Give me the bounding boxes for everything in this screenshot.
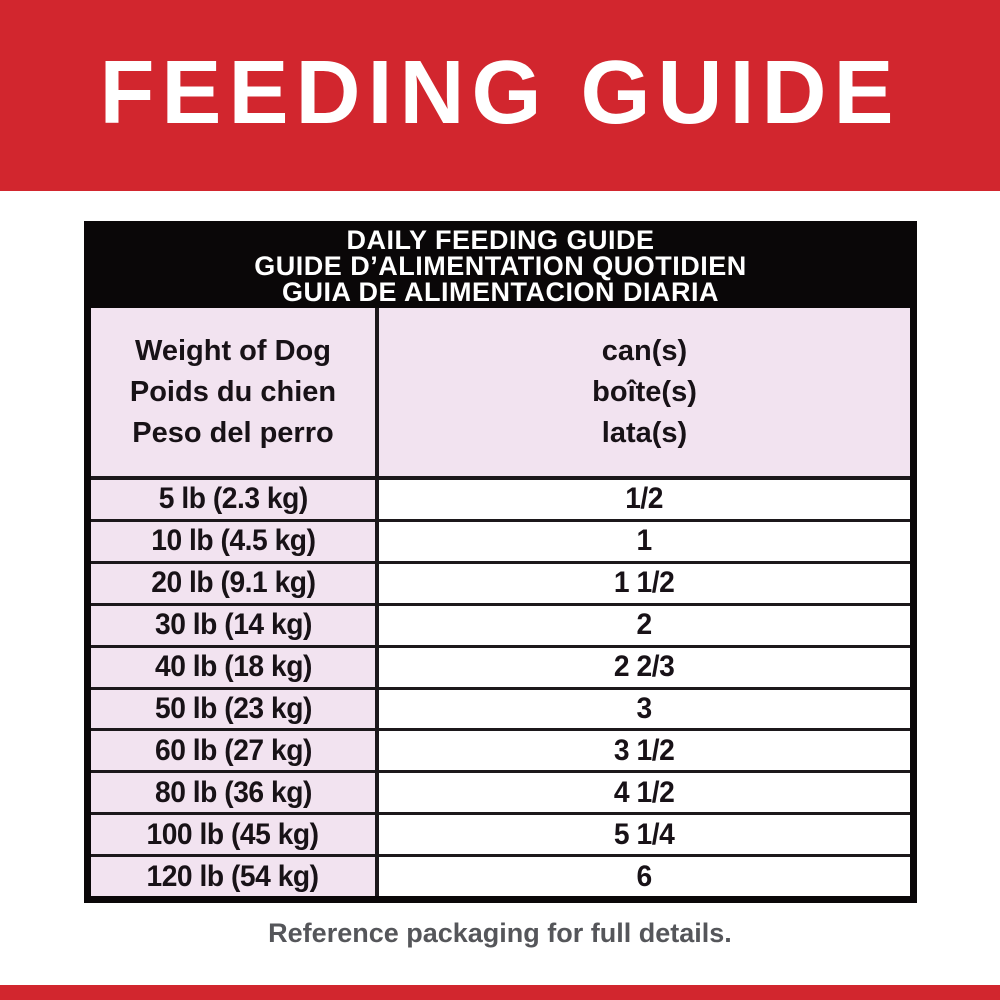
cans-cell: 3 [379, 690, 910, 729]
weight-cell: 20 lb (9.1 kg) [91, 564, 379, 603]
weight-column-header [91, 308, 379, 476]
cans-header-fr: boîte(s) [592, 375, 697, 408]
table-row [91, 564, 910, 606]
column-header-row [91, 308, 910, 480]
cans-cell: 1 [379, 522, 910, 561]
table-row [91, 648, 910, 690]
table-row [91, 606, 910, 648]
cans-column-header [379, 308, 910, 476]
table-row [91, 522, 910, 564]
weight-header-fr: Poids du chien [129, 375, 337, 408]
cans-cell: 2 [379, 606, 910, 645]
weight-cell: 60 lb (27 kg) [91, 731, 379, 770]
table-row [91, 815, 910, 857]
table-row [91, 480, 910, 522]
weight-header-en: Weight of Dog [135, 334, 331, 367]
feeding-guide-banner [0, 0, 1000, 191]
reference-note: Reference packaging for full details. [268, 918, 732, 948]
cans-cell: 5 1/4 [379, 815, 910, 854]
page-title: FEEDING GUIDE [99, 43, 901, 143]
table-title-bar [91, 225, 910, 308]
table-row [91, 731, 910, 773]
cans-cell: 2 2/3 [379, 648, 910, 687]
weight-cell: 5 lb (2.3 kg) [91, 480, 379, 519]
weight-cell: 40 lb (18 kg) [91, 648, 379, 687]
weight-cell: 10 lb (4.5 kg) [91, 522, 379, 561]
weight-cell: 50 lb (23 kg) [91, 690, 379, 729]
cans-cell: 6 [379, 857, 910, 896]
cans-cell: 3 1/2 [379, 731, 910, 770]
cans-header-en: can(s) [601, 334, 688, 367]
table-title-fr: GUIDE D’ALIMENTATION QUOTIDIEN [254, 251, 747, 281]
cans-cell: 1 1/2 [379, 564, 910, 603]
table-row [91, 857, 910, 896]
table-title-es: GUIA DE ALIMENTACION DIARIA [282, 277, 719, 307]
table-row [91, 690, 910, 732]
daily-feeding-guide-table [84, 221, 917, 903]
bottom-red-strip [0, 985, 1000, 1000]
cans-cell: 4 1/2 [379, 773, 910, 812]
weight-header-es: Peso del perro [132, 416, 334, 449]
weight-cell: 80 lb (36 kg) [91, 773, 379, 812]
cans-header-es: lata(s) [601, 416, 688, 449]
cans-cell: 1/2 [379, 480, 910, 519]
table-title-en: DAILY FEEDING GUIDE [346, 225, 655, 255]
weight-cell: 120 lb (54 kg) [91, 857, 379, 896]
table-row [91, 773, 910, 815]
weight-cell: 100 lb (45 kg) [91, 815, 379, 854]
weight-cell: 30 lb (14 kg) [91, 606, 379, 645]
